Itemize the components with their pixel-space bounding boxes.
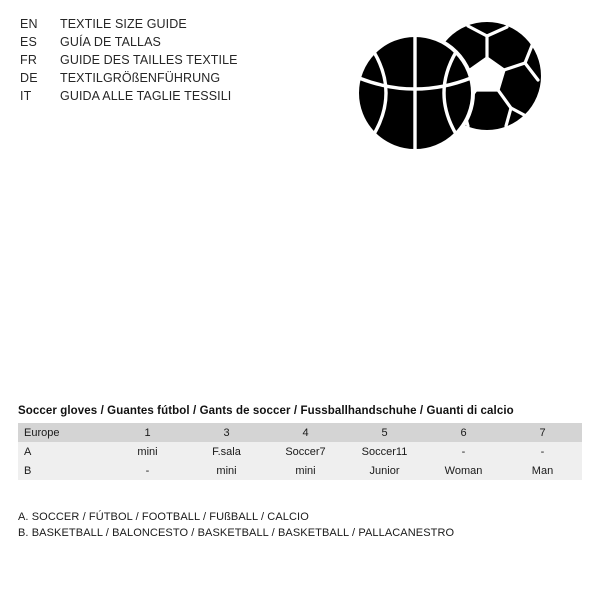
footnote-b: B. BASKETBALL / BALONCESTO / BASKETBALL / BASKETBALL / PALLACANESTRO — [18, 527, 455, 539]
header-cell-7: 7 — [503, 423, 582, 442]
footnote-a: A. SOCCER / FÚTBOL / FOOTBALL / FUßBALL / CALCIO — [18, 511, 309, 523]
cell-b-3: mini — [187, 461, 266, 480]
legend-text-es: GUÍA DE TALLAS — [60, 35, 161, 49]
ball-illustration — [352, 22, 562, 167]
legend-code-es: ES — [20, 35, 38, 49]
table-row — [18, 461, 582, 480]
legend-row-es — [20, 33, 340, 51]
legend-text-fr: GUIDE DES TAILLES TEXTILE — [60, 53, 238, 67]
legend-row-it — [20, 87, 340, 105]
table-row — [18, 442, 582, 461]
header-cell-4: 4 — [266, 423, 345, 442]
size-table — [18, 423, 582, 480]
cell-a-3: F.sala — [187, 442, 266, 461]
cell-a-6: - — [424, 442, 503, 461]
cell-b-7: Man — [503, 461, 582, 480]
legend-code-it: IT — [20, 89, 32, 103]
basketball-icon — [357, 35, 473, 151]
footnotes — [18, 509, 582, 541]
legend-row-fr — [20, 51, 340, 69]
cell-b-1: - — [108, 461, 187, 480]
cell-b-4: mini — [266, 461, 345, 480]
cell-b-6: Woman — [424, 461, 503, 480]
legend-code-en: EN — [20, 17, 38, 31]
legend-row-en — [20, 15, 340, 33]
cell-b-5: Junior — [345, 461, 424, 480]
header-cell-5: 5 — [345, 423, 424, 442]
size-table-block — [18, 405, 582, 480]
header-cell-europe: Europe — [18, 423, 108, 442]
header-cell-6: 6 — [424, 423, 503, 442]
header-cell-3: 3 — [187, 423, 266, 442]
legend-code-de: DE — [20, 71, 38, 85]
table-header-row — [18, 423, 582, 442]
row-label-b: B — [18, 461, 108, 480]
cell-a-7: - — [503, 442, 582, 461]
cell-a-1: mini — [108, 442, 187, 461]
legend-row-de — [20, 69, 340, 87]
cell-a-5: Soccer11 — [345, 442, 424, 461]
legend-text-en: TEXTILE SIZE GUIDE — [60, 17, 187, 31]
row-label-a: A — [18, 442, 108, 461]
header-cell-1: 1 — [108, 423, 187, 442]
language-legend — [20, 15, 340, 105]
cell-a-4: Soccer7 — [266, 442, 345, 461]
legend-code-fr: FR — [20, 53, 38, 67]
legend-text-de: TEXTILGRÖßENFÜHRUNG — [60, 71, 221, 85]
size-table-title: Soccer gloves / Guantes fútbol / Gants de soccer / Fussballhandschuhe / Guanti di calcio — [18, 405, 514, 417]
balls-svg — [352, 22, 562, 167]
legend-text-it: GUIDA ALLE TAGLIE TESSILI — [60, 89, 232, 103]
